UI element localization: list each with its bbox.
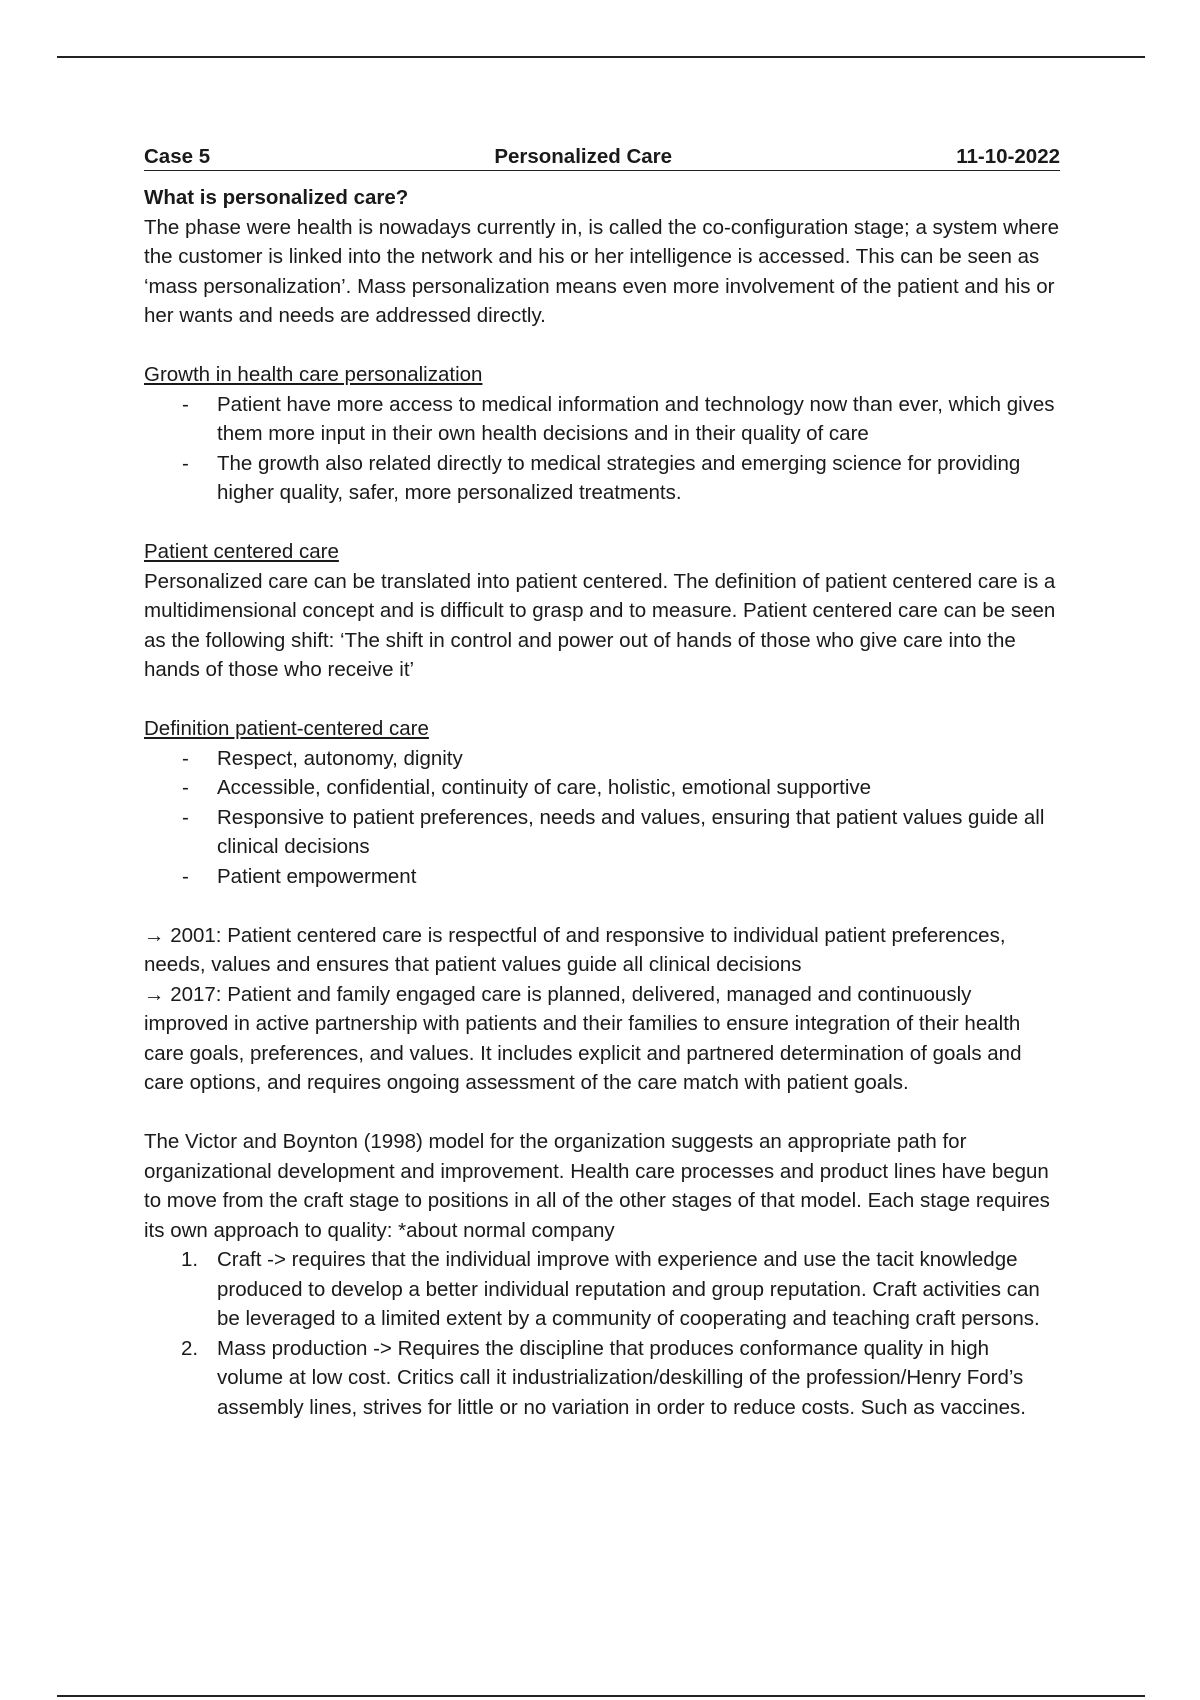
stages-list xyxy=(144,1245,1060,1422)
bottom-rule xyxy=(57,1695,1145,1697)
list-item-text: Craft -> requires that the individual improve with experience and use the tacit knowledge produced to develop a better individual reputation and group reputation. Craft activities can be leveraged to a limited extent by a community of cooperating and teaching craft persons. xyxy=(217,1248,1040,1330)
list-item xyxy=(144,803,1060,862)
list-item-text: The growth also related directly to medical strategies and emerging science for providing higher quality, safer, more personalized treatments. xyxy=(217,451,1021,504)
paragraph-2017: → 2017: Patient and family engaged care is planned, delivered, managed and continuously improved in active partnership with patients and their families to ensure integration of their health care goals, preferences, and values. It includes explicit and partnered determination of goals and care options, and requires ongoing assessment of the care match with patient goals. xyxy=(144,982,1022,1094)
paragraph-2001: → 2001: Patient centered care is respectful of and responsive to individual patient preferences, needs, values and ensures that patient values guide all clinical decisions xyxy=(144,923,1006,976)
list-item xyxy=(144,773,1060,803)
definition-list xyxy=(144,744,1060,892)
heading-definition: Definition patient-centered care xyxy=(144,717,429,740)
list-item xyxy=(144,390,1060,449)
dash-marker: - xyxy=(182,746,189,770)
list-item xyxy=(144,449,1060,508)
list-item-text: Accessible, confidential, continuity of care, holistic, emotional supportive xyxy=(217,776,872,799)
paragraph-victor-boynton: The Victor and Boynton (1998) model for the organization suggests an appropriate path for organizational development and improvement. Health care processes and product lines have begun to move from the craft stage to positions in all of the other stages of that model. Each stage requires its own approach to quality: *about normal company xyxy=(144,1130,1050,1242)
paragraph-co-configuration: The phase were health is nowadays currently in, is called the co-configuration stage; a system where the customer is linked into the network and his or her intelligence is accessed. This can be seen as ‘mass personalization’. Mass personalization means even more involvement of the patient and his or her wants and needs are addressed directly. xyxy=(144,215,1060,327)
paragraph-patient-centered: Personalized care can be translated into patient centered. The definition of patient centered care is a multidimensional concept and is difficult to grasp and to measure. Patient centered care can be seen as the following shift: ‘The shift in control and power out of hands of those who give care into the hands of those who receive it’ xyxy=(144,569,1056,681)
list-item-text: Mass production -> Requires the discipline that produces conformance quality in high volume at low cost. Critics call it industrialization/deskilling of the profession/Henry Ford’s assembly lines, strives for little or no variation in order to reduce costs. Such as vaccines. xyxy=(217,1336,1026,1419)
number-marker: 2. xyxy=(181,1336,199,1360)
heading-patient-centered-care: Patient centered care xyxy=(144,540,339,563)
header-title: Personalized Care xyxy=(494,145,673,168)
list-item xyxy=(144,744,1060,774)
list-item xyxy=(144,1245,1060,1334)
dash-marker: - xyxy=(182,805,189,829)
list-item xyxy=(144,1334,1060,1423)
dash-marker: - xyxy=(182,451,189,475)
section-title-what-is-personalized-care: What is personalized care? xyxy=(144,186,409,209)
top-rule xyxy=(57,56,1145,58)
dash-marker: - xyxy=(182,864,189,888)
list-item-text: Responsive to patient preferences, needs and values, ensuring that patient values guide all clinical decisions xyxy=(217,805,1045,858)
dash-marker: - xyxy=(182,392,189,416)
list-item-text: Respect, autonomy, dignity xyxy=(217,746,463,770)
list-item-text: Patient have more access to medical information and technology now than ever, which gives them more input in their own health decisions and in their quality of care xyxy=(217,392,1055,445)
header-case: Case 5 xyxy=(144,145,211,168)
heading-growth-personalization: Growth in health care personalization xyxy=(144,363,483,386)
growth-list xyxy=(144,390,1060,508)
document-header xyxy=(144,144,1060,171)
dash-marker: - xyxy=(182,776,189,799)
document-page xyxy=(144,144,1060,1422)
list-item xyxy=(144,862,1060,892)
header-date: 11-10-2022 xyxy=(956,145,1060,168)
list-item-text: Patient empowerment xyxy=(217,864,417,888)
number-marker: 1. xyxy=(181,1248,199,1271)
